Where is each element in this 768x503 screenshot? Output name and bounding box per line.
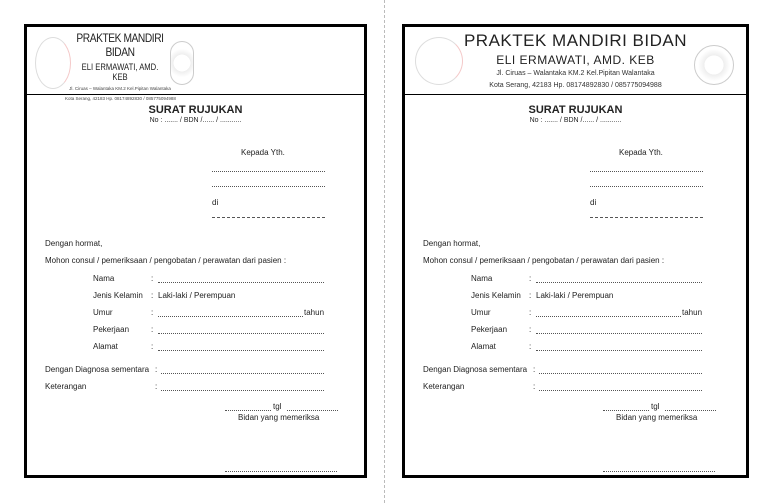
field-label-umur: Umur bbox=[93, 308, 113, 317]
page-divider bbox=[384, 0, 385, 503]
letter-number: No : ....... / BDN /...... / ........... bbox=[529, 117, 622, 124]
recipient-line-2[interactable] bbox=[212, 186, 325, 187]
colon: : bbox=[529, 291, 532, 300]
field-nama-line[interactable] bbox=[158, 282, 324, 283]
seal-icon bbox=[170, 41, 194, 85]
colon: : bbox=[529, 342, 532, 351]
request-text: Mohon consul / pemeriksaan / pengobatan / perawatan dari pasien : bbox=[45, 256, 287, 265]
field-label-alamat: Alamat bbox=[93, 342, 118, 351]
field-pekerjaan-line[interactable] bbox=[536, 333, 702, 334]
field-pekerjaan-line[interactable] bbox=[158, 333, 324, 334]
field-label-pekerjaan: Pekerjaan bbox=[471, 325, 508, 334]
field-label-alamat: Alamat bbox=[471, 342, 496, 351]
unit-tahun: tahun bbox=[682, 308, 703, 317]
greeting: Dengan hormat, bbox=[423, 239, 481, 248]
colon: : bbox=[151, 342, 154, 351]
recipient-line-1[interactable] bbox=[590, 171, 703, 172]
letter-body bbox=[405, 104, 746, 422]
signer-label: Bidan yang memeriksa bbox=[238, 413, 320, 422]
seal-icon bbox=[694, 45, 734, 85]
signature-line[interactable] bbox=[603, 471, 715, 472]
diagnosis-label: Dengan Diagnosa sementara bbox=[45, 365, 150, 374]
notes-label: Keterangan bbox=[45, 382, 87, 391]
letterhead bbox=[405, 27, 746, 95]
notes-line[interactable] bbox=[539, 390, 702, 391]
clinic-address-line2: Kota Serang, 42183 Hp. 08174892830 / 085775094988 bbox=[489, 82, 662, 89]
recipient-label: Kepada Yth. bbox=[619, 148, 663, 157]
letter-title: SURAT RUJUKAN bbox=[528, 104, 623, 116]
request-text: Mohon consul / pemeriksaan / pengobatan / perawatan dari pasien : bbox=[423, 256, 665, 265]
notes-line[interactable] bbox=[161, 390, 324, 391]
field-label-nama: Nama bbox=[471, 274, 493, 283]
letterhead-text bbox=[65, 31, 175, 102]
field-umur-line[interactable] bbox=[536, 316, 681, 317]
place-line[interactable] bbox=[603, 410, 649, 411]
recipient-label: Kepada Yth. bbox=[241, 148, 285, 157]
signer-label: Bidan yang memeriksa bbox=[616, 413, 698, 422]
place-line[interactable] bbox=[225, 410, 271, 411]
midwife-name: ELI ERMAWATI, AMD. KEB bbox=[496, 53, 655, 67]
date-line[interactable] bbox=[287, 410, 338, 411]
colon: : bbox=[155, 382, 158, 391]
field-umur-line[interactable] bbox=[158, 316, 303, 317]
referral-form-left bbox=[24, 24, 367, 478]
signature-line[interactable] bbox=[225, 471, 337, 472]
field-alamat-line[interactable] bbox=[536, 350, 702, 351]
clinic-title: PRAKTEK MANDIRI BIDAN bbox=[76, 31, 164, 59]
midwife-name: ELI ERMAWATI, AMD. KEB bbox=[81, 62, 159, 82]
clinic-address-line1: Jl. Ciruas – Walantaka KM.2 Kel.Pipitan Walantaka bbox=[69, 86, 171, 91]
clinic-address-line1: Jl. Ciruas – Walantaka KM.2 Kel.Pipitan Walantaka bbox=[496, 70, 655, 77]
colon: : bbox=[533, 382, 536, 391]
date-label: tgl bbox=[651, 402, 660, 411]
colon: : bbox=[151, 274, 154, 283]
colon: : bbox=[151, 308, 154, 317]
diagnosis-line[interactable] bbox=[161, 373, 324, 374]
letterhead bbox=[27, 27, 364, 101]
field-label-nama: Nama bbox=[93, 274, 115, 283]
date-line[interactable] bbox=[665, 410, 716, 411]
field-jenis-kelamin-options[interactable]: Laki-laki / Perempuan bbox=[536, 291, 614, 300]
letter-title: SURAT RUJUKAN bbox=[148, 104, 243, 116]
colon: : bbox=[533, 365, 536, 374]
field-jenis-kelamin-options[interactable]: Laki-laki / Perempuan bbox=[158, 291, 236, 300]
location-label: di bbox=[590, 198, 597, 207]
location-line[interactable] bbox=[212, 217, 325, 218]
colon: : bbox=[151, 291, 154, 300]
letter-body bbox=[27, 104, 364, 422]
clinic-address-line2: Kota Serang, 42183 Hp. 08174892830 / 085775094988 bbox=[65, 96, 176, 101]
field-label-pekerjaan: Pekerjaan bbox=[93, 325, 130, 334]
referral-form-right bbox=[402, 24, 749, 478]
notes-label: Keterangan bbox=[423, 382, 465, 391]
clinic-title: PRAKTEK MANDIRI BIDAN bbox=[463, 31, 688, 50]
diagnosis-label: Dengan Diagnosa sementara bbox=[423, 365, 528, 374]
greeting: Dengan hormat, bbox=[45, 239, 103, 248]
location-label: di bbox=[212, 198, 219, 207]
colon: : bbox=[529, 325, 532, 334]
colon: : bbox=[155, 365, 158, 374]
colon: : bbox=[529, 274, 532, 283]
colon: : bbox=[529, 308, 532, 317]
date-label: tgl bbox=[273, 402, 282, 411]
recipient-line-2[interactable] bbox=[590, 186, 703, 187]
field-label-umur: Umur bbox=[471, 308, 491, 317]
recipient-line-1[interactable] bbox=[212, 171, 325, 172]
field-alamat-line[interactable] bbox=[158, 350, 324, 351]
field-label-jenis-kelamin: Jenis Kelamin bbox=[93, 291, 143, 300]
location-line[interactable] bbox=[590, 217, 703, 218]
letter-number: No : ....... / BDN /...... / ........... bbox=[149, 117, 242, 124]
colon: : bbox=[151, 325, 154, 334]
field-nama-line[interactable] bbox=[536, 282, 702, 283]
unit-tahun: tahun bbox=[304, 308, 325, 317]
diagnosis-line[interactable] bbox=[539, 373, 702, 374]
field-label-jenis-kelamin: Jenis Kelamin bbox=[471, 291, 521, 300]
